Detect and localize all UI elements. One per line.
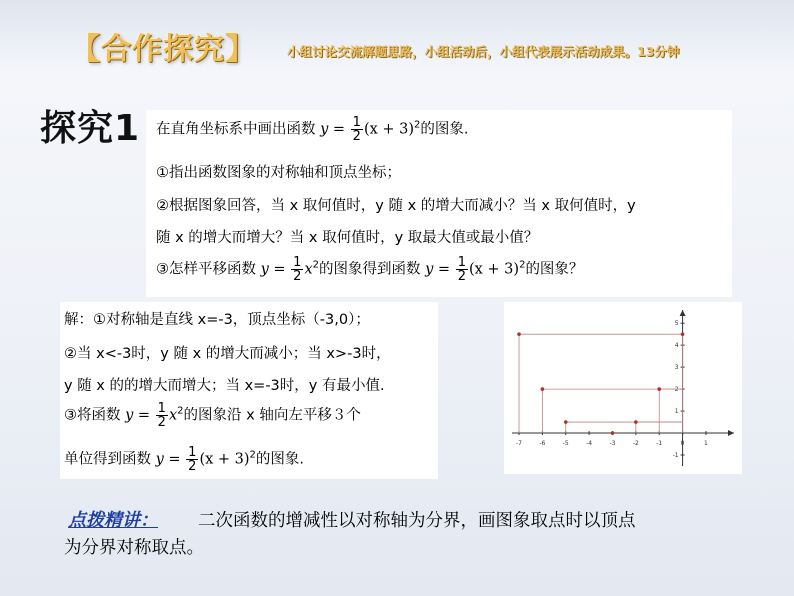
fraction-numerator: 1 [457, 255, 466, 270]
problem-line-2: ①指出函数图象的对称轴和顶点坐标； [156, 165, 401, 181]
problem-line-5-text: ③怎样平移函数 [156, 261, 256, 278]
equation-exponent: 2 [249, 449, 256, 461]
x-tick-label: 0 [680, 440, 685, 448]
data-point [611, 431, 615, 435]
data-point [517, 332, 521, 336]
tip-text-1: 二次函数的增减性以对称轴为分界，画图象取点时以顶点 [198, 511, 636, 531]
x-tick-label: -1 [656, 440, 663, 448]
equation-exponent: 2 [519, 259, 526, 271]
y-tick-label: 2 [674, 386, 679, 394]
equation-rhs: (x + 3) [363, 121, 415, 138]
y-tick-label: 5 [674, 320, 679, 328]
header-subtitle: 小组讨论交流解题思路，小组活动后，小组代表展示活动成果。13分钟 [287, 44, 680, 59]
solution-line-3: y 随 x 的的增大而增大；当 x=-3时，y 有最小值. [64, 378, 385, 394]
equation-lhs: y = [320, 121, 346, 138]
x-tick-label: 1 [704, 440, 708, 448]
parabola-graph [504, 302, 742, 474]
equation-lhs: y = [155, 451, 181, 468]
fraction-denominator: 2 [352, 129, 361, 144]
x-axis-arrow [728, 430, 734, 436]
equation-lhs: y = [260, 261, 286, 278]
problem-line-4: 随 x 的增大而增大？当 x 取何值时，y 取最大值或最小值？ [156, 230, 539, 246]
fraction-numerator: 1 [352, 115, 361, 130]
solution-box [60, 302, 438, 479]
solution-line-4-text: ③将函数 [64, 407, 121, 424]
graph-box [504, 302, 742, 474]
solution-line-4-suffix: 的图象沿 x 轴向左平移３个 [183, 407, 361, 424]
data-point [564, 420, 568, 424]
solution-line-4 [64, 402, 361, 429]
x-tick-label: -7 [516, 440, 523, 448]
y-tick-label: 4 [674, 342, 679, 350]
problem-box [146, 110, 732, 297]
problem-line-5-middle: 的图象得到函数 [319, 261, 421, 278]
header [70, 22, 780, 72]
fraction [456, 256, 468, 283]
equation-rhs: (x + 3) [468, 261, 520, 278]
fraction [156, 402, 168, 429]
data-point [681, 332, 685, 336]
fraction-denominator: 2 [457, 269, 466, 284]
y-tick-label: 1 [674, 408, 679, 416]
header-title: 【合作探究】 [70, 32, 256, 67]
data-point [657, 387, 661, 391]
solution-line-1: 解：①对称轴是直线 x=-3，顶点坐标（-3,0）； [64, 312, 370, 328]
x-tick-label: -3 [609, 440, 616, 448]
solution-line-5-suffix: 的图象. [255, 451, 305, 468]
problem-line-1-text: 在直角坐标系中画出函数 [156, 121, 316, 138]
fraction [351, 116, 363, 143]
equation-rhs: (x + 3) [199, 451, 250, 468]
fraction-numerator: 1 [157, 401, 166, 416]
fraction-denominator: 2 [157, 415, 166, 430]
x-tick-label: -6 [539, 440, 546, 448]
explore-label: 探究1 [40, 108, 141, 149]
y-tick-label: 3 [674, 364, 679, 372]
problem-line-1 [156, 116, 469, 143]
y-tick-label: -1 [672, 452, 679, 460]
data-point [634, 420, 638, 424]
fraction-denominator: 2 [293, 269, 302, 284]
fraction-denominator: 2 [188, 459, 197, 474]
problem-line-5-suffix: 的图象？ [525, 261, 584, 278]
x-tick-label: -2 [632, 440, 639, 448]
equation-exponent: 2 [312, 259, 320, 271]
problem-line-5 [156, 256, 583, 283]
equation-exponent: 2 [177, 405, 184, 417]
equation-body: x [304, 261, 313, 278]
tip-label: 点拨精讲： [68, 510, 158, 531]
x-tick-label: -4 [586, 440, 593, 448]
solution-line-5 [64, 446, 304, 473]
fraction [186, 446, 198, 473]
problem-line-1-suffix: 的图象. [420, 121, 469, 138]
fraction [291, 256, 303, 283]
equation-lhs: y = [425, 261, 451, 278]
equation-exponent: 2 [414, 119, 421, 131]
problem-line-3: ②根据图象回答，当 x 取何值时，y 随 x 的增大而减小？当 x 取何值时，y [156, 198, 636, 214]
tip-text-2: 为分界对称取点。 [64, 538, 204, 558]
x-tick-label: -5 [562, 440, 569, 448]
data-point [541, 387, 545, 391]
fraction-numerator: 1 [293, 255, 302, 270]
equation-lhs: y = [125, 407, 151, 424]
y-axis-arrow [680, 310, 686, 316]
fraction-numerator: 1 [188, 445, 197, 460]
solution-line-5-text: 单位得到函数 [64, 451, 151, 468]
equation-body: x [168, 407, 178, 424]
solution-line-2: ②当 x<-3时，y 随 x 的增大而减小；当 x>-3时， [64, 346, 391, 362]
